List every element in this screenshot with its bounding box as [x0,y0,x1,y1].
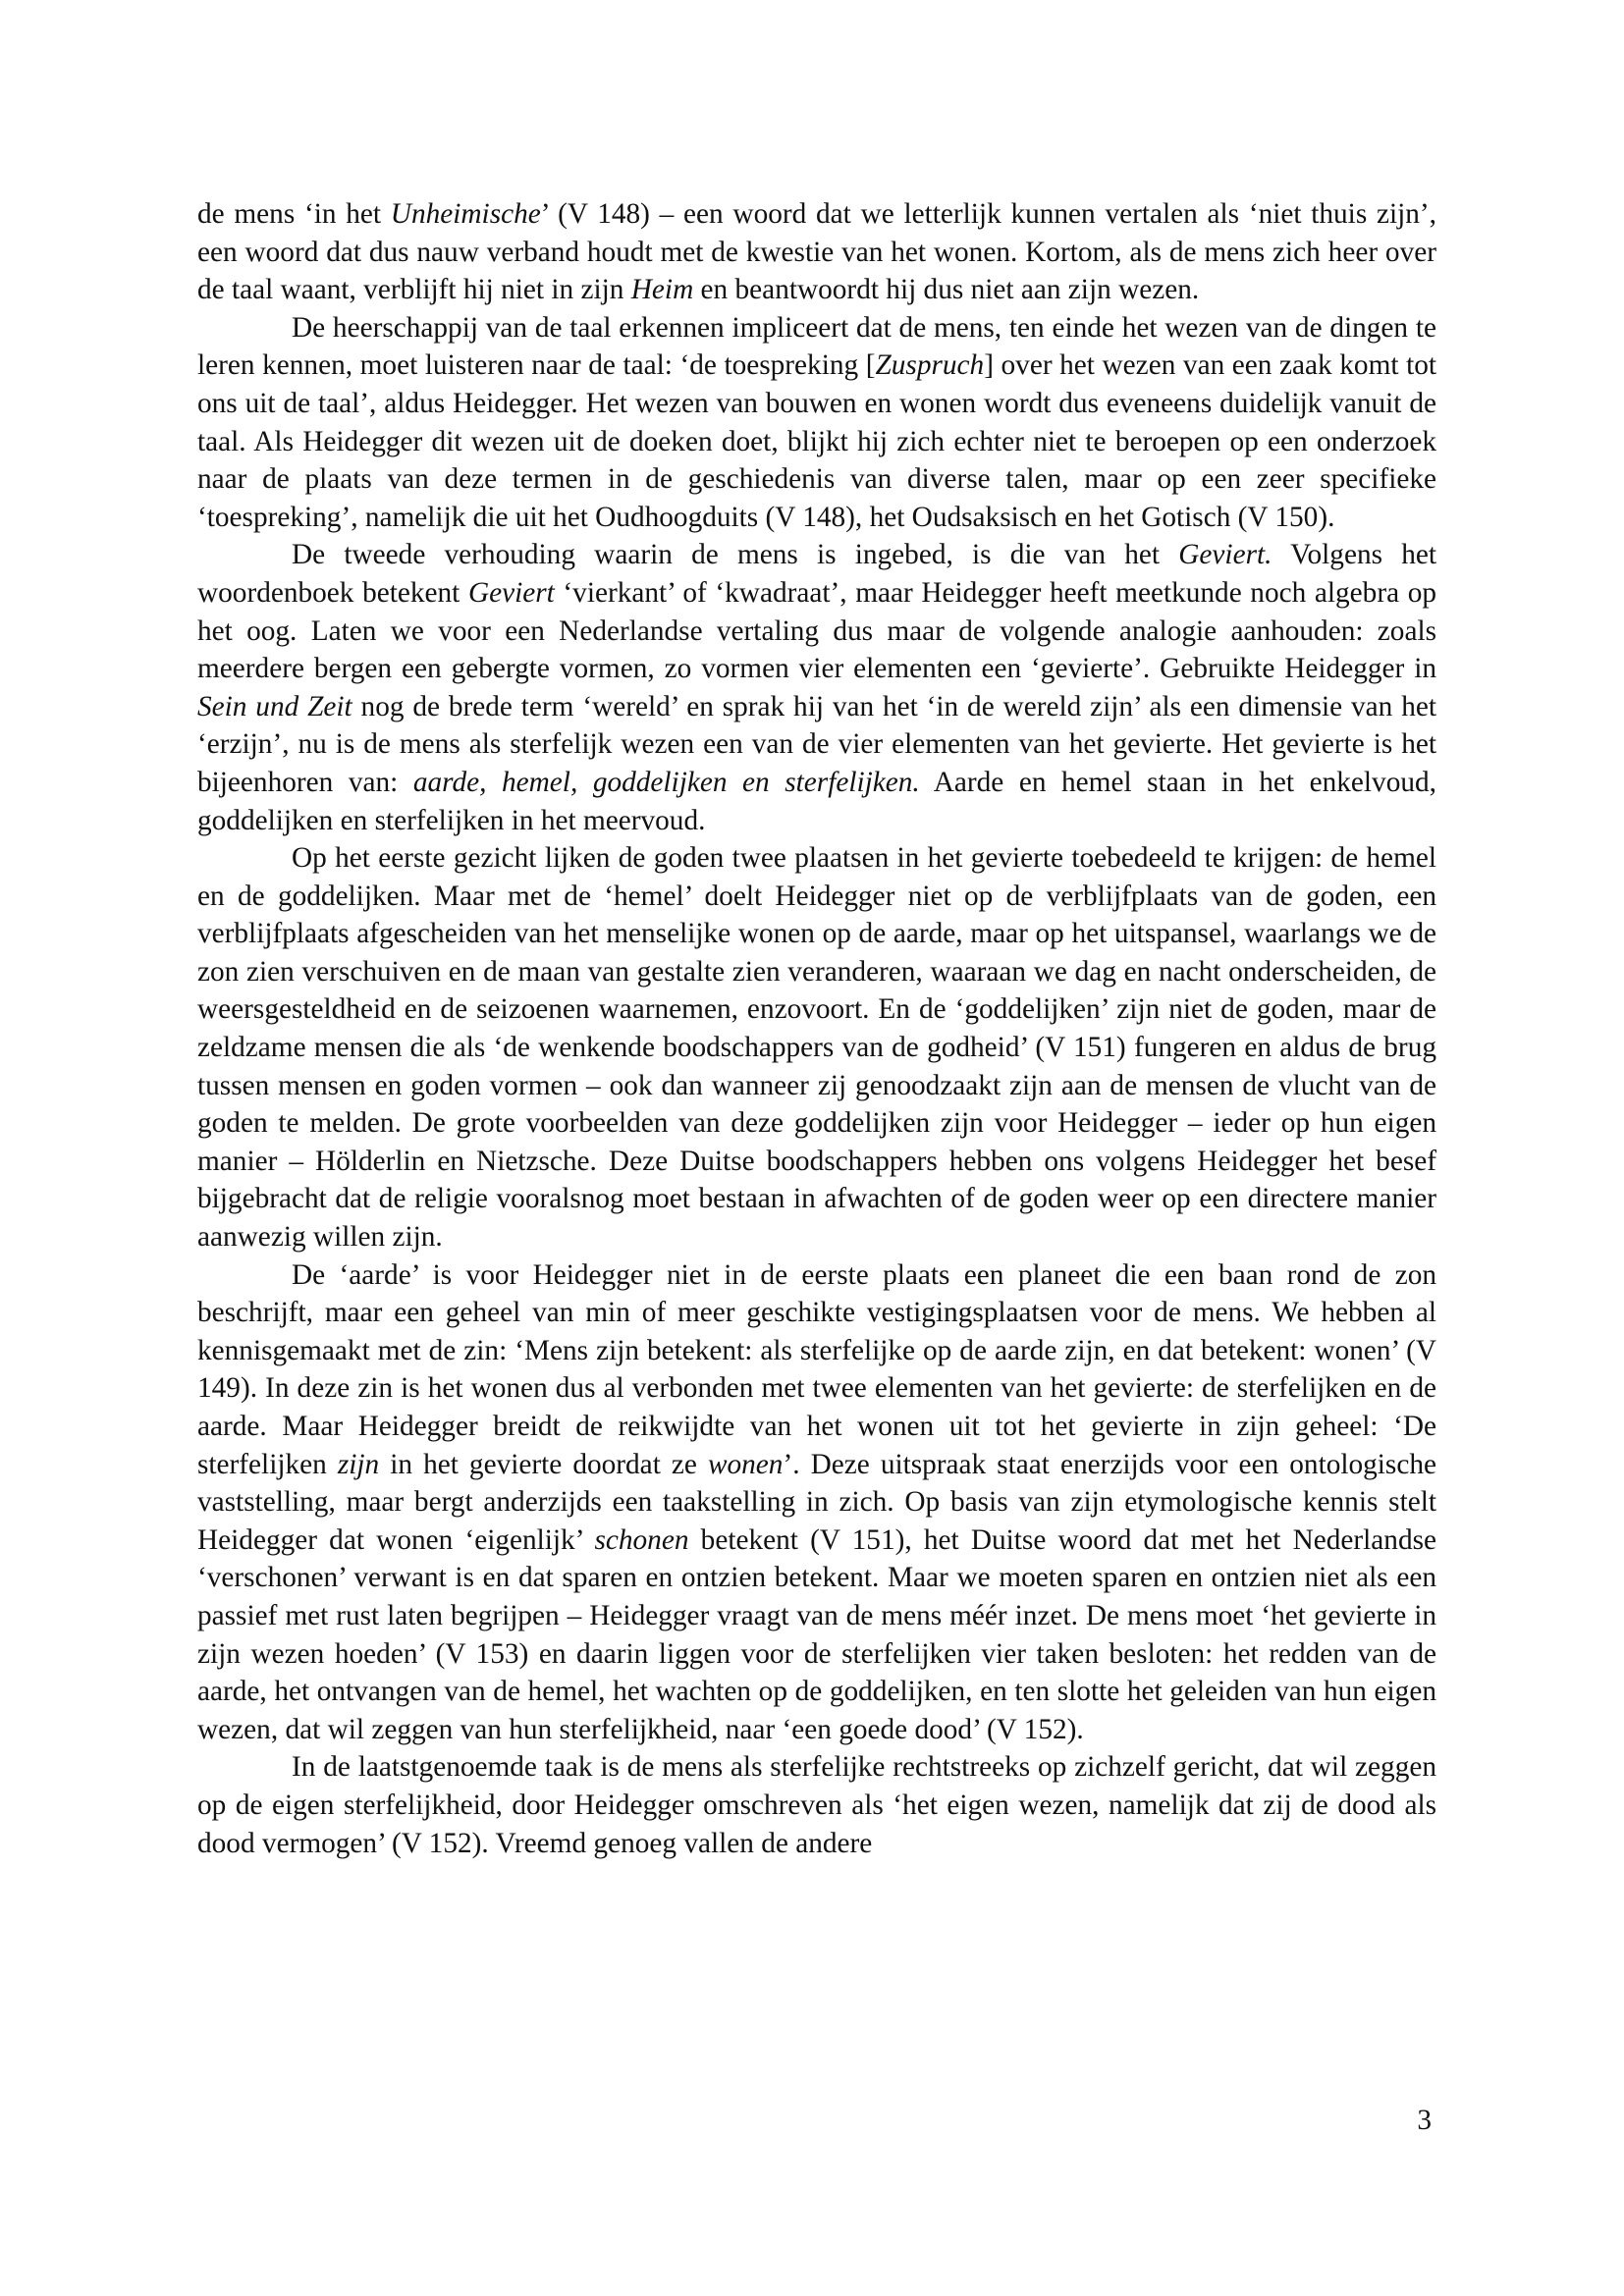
page-number: 3 [1417,2105,1432,2136]
body-text [197,195,1436,1862]
paragraph-1: de mens ‘in het Unheimische’ (V 148) – een woord dat we letterlijk kunnen vertalen als ‘niet thuis zijn’, een woord dat dus nauw verband houdt met de kwestie van het wonen. Kortom, als de mens zich heer over de taal waant, verblijft hij niet in zijn Heim en beantwoordt hij dus niet aan zijn wezen. [197,198,1436,306]
paragraph-6: In de laatstgenoemde taak is de mens als sterfelijke rechtstreeks op zichzelf gericht, dat wil zeggen op de eigen sterfelijkheid, door Heidegger omschreven als ‘het eigen wezen, namelijk dat zij de dood als dood vermogen’ (V 152). Vreemd genoeg vallen de andere [197,1751,1436,1859]
paragraph-2: De heerschappij van de taal erkennen impliceert dat de mens, ten einde het wezen van de dingen te leren kennen, moet luisteren naar de taal: ‘de toespreking [Zuspruch] over het wezen van een zaak komt tot ons uit de taal’, aldus Heidegger. Het wezen van bouwen en wonen wordt dus eveneens duidelijk vanuit de taal. Als Heidegger dit wezen uit de doeken doet, blijkt hij zich echter niet te beroepen op een onderzoek naar de plaats van deze termen in de geschiedenis van diverse talen, maar op een zeer specifieke ‘toespreking’, namelijk die uit het Oudhoogduits (V 148), het Oudsaksisch en het Gotisch (V 150). [197,311,1436,533]
paragraph-5: De ‘aarde’ is voor Heidegger niet in de eerste plaats een planeet die een baan rond de zon beschrijft, maar een geheel van min of meer geschikte vestigingsplaatsen voor de mens. We hebben al kennisgemaakt met de zin: ‘Mens zijn betekent: als sterfelijke op de aarde zijn, en dat betekent: wonen’ (V 149). In deze zin is het wonen dus al verbonden met twee elementen van het gevierte: de sterfelijken en de aarde. Maar Heidegger breidt de reikwijdte van het wonen uit tot het gevierte in zijn geheel: ‘De sterfelijken zijn in het gevierte doordat ze wonen’. Deze uitspraak staat enerzijds voor een ontologische vaststelling, maar bergt anderzijds een taakstelling in zich. Op basis van zijn etymologische kennis stelt Heidegger dat wonen ‘eigenlijk’ schonen betekent (V 151), het Duitse woord dat met het Nederlandse ‘verschonen’ verwant is en dat sparen en ontzien betekent. Maar we moeten sparen en ontzien niet als een passief met rust laten begrijpen – Heidegger vraagt van de mens méér inzet. De mens moet ‘het gevierte in zijn wezen hoeden’ (V 153) en daarin liggen voor de sterfelijken vier taken besloten: het redden van de aarde, het ontvangen van de hemel, het wachten op de goddelijken, en ten slotte het geleiden van hun eigen wezen, dat wil zeggen van hun sterfelijkheid, naar ‘een goede dood’ (V 152). [197,1258,1437,1745]
paragraph-4: Op het eerste gezicht lijken de goden twee plaatsen in het gevierte toebedeeld te krijgen: de hemel en de goddelijken. Maar met de ‘hemel’ doelt Heidegger niet op de verblijfplaats van de goden, een verblijfplaats afgescheiden van het menselijke wonen op de aarde, maar op het uitspansel, waarlangs we de zon zien verschuiven en de maan van gestalte zien veranderen, waaraan we dag en nacht onderscheiden, de weersgesteldheid en de seizoenen waarnemen, enzovoort. En de ‘goddelijken’ zijn niet de goden, maar de zeldzame mensen die als ‘de wenkende boodschappers van de godheid’ (V 151) fungeren en aldus de brug tussen mensen en goden vormen – ook dan wanneer zij genoodzaakt zijn aan de mensen de vlucht van de goden te melden. De grote voorbeelden van deze goddelijken zijn voor Heidegger – ieder op hun eigen manier – Hölderlin en Nietzsche. Deze Duitse boodschappers hebben ons volgens Heidegger het besef bijgebracht dat de religie vooralsnog moet bestaan in afwachten of de goden weer op een directere manier aanwezig willen zijn. [197,842,1436,1254]
paragraph-3: De tweede verhouding waarin de mens is ingebed, is die van het Geviert. Volgens het woordenboek betekent Geviert ‘vierkant’ of ‘kwadraat’, maar Heidegger heeft meetkunde noch algebra op het oog. Laten we voor een Nederlandse vertaling dus maar de volgende analogie aanhouden: zoals meerdere bergen een gebergte vormen, zo vormen vier elementen een ‘gevierte’. Gebruikte Heidegger in Sein und Zeit nog de brede term ‘wereld’ en sprak hij van het ‘in de wereld zijn’ als een dimensie van het ‘erzijn’, nu is de mens als sterfelijk wezen een van de vier elementen van het gevierte. Het gevierte is het bijeenhoren van: aarde, hemel, goddelijken en sterfelijken. Aarde en hemel staan in het enkelvoud, goddelijken en sterfelijken in het meervoud. [197,539,1436,836]
